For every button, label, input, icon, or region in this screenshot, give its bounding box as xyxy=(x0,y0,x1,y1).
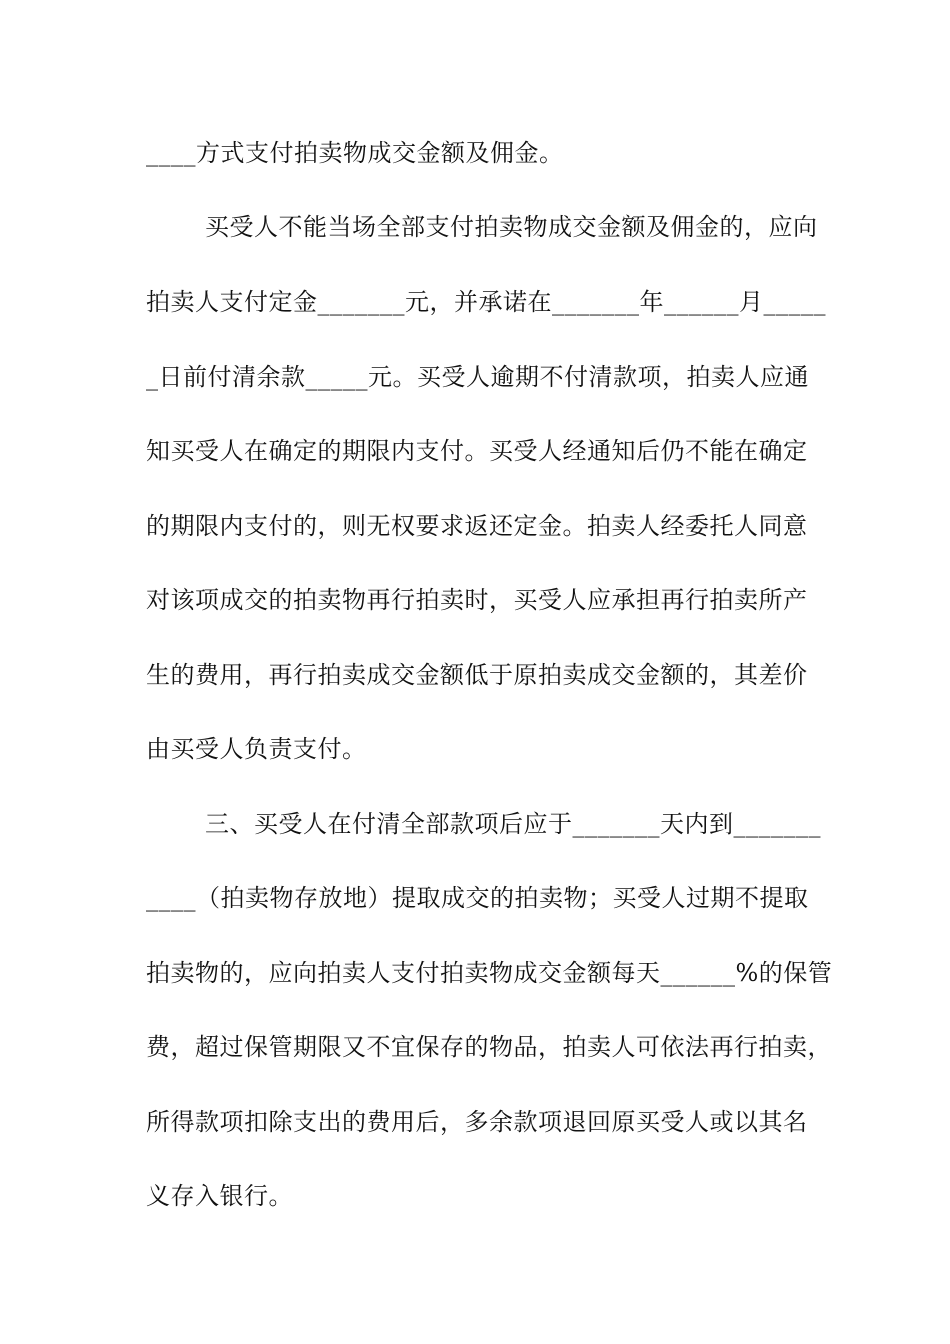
text-line: 知买受人在确定的期限内支付。买受人经通知后仍不能在确定 xyxy=(146,437,808,465)
text-line: ____（拍卖物存放地）提取成交的拍卖物；买受人过期不提取 xyxy=(146,884,809,912)
text-line: 对该项成交的拍卖物再行拍卖时，买受人应承担再行拍卖所产 xyxy=(146,586,808,614)
text-line: 所得款项扣除支出的费用后，多余款项退回原买受人或以其名 xyxy=(146,1108,808,1136)
text-line: 义存入银行。 xyxy=(146,1182,293,1210)
text-line: 生的费用，再行拍卖成交金额低于原拍卖成交金额的，其差价 xyxy=(146,661,808,689)
text-line: 拍卖物的，应向拍卖人支付拍卖物成交金额每天______%的保管 xyxy=(146,959,833,987)
text-line: 的期限内支付的，则无权要求返还定金。拍卖人经委托人同意 xyxy=(146,512,808,540)
text-line: 由买受人负责支付。 xyxy=(146,735,367,763)
text-line: _日前付清余款_____元。买受人逾期不付清款项，拍卖人应通 xyxy=(146,363,809,391)
text-line: ____方式支付拍卖物成交金额及佣金。 xyxy=(146,139,564,167)
paragraph-start-line: 买受人不能当场全部支付拍卖物成交金额及佣金的，应向 xyxy=(205,213,818,241)
text-line: 费，超过保管期限又不宜保存的物品，拍卖人可依法再行拍卖， xyxy=(146,1033,832,1061)
text-line: 拍卖人支付定金_______元，并承诺在_______年______月_____ xyxy=(146,288,826,316)
paragraph-start-line: 三、买受人在付清全部款项后应于_______天内到_______ xyxy=(205,810,821,838)
